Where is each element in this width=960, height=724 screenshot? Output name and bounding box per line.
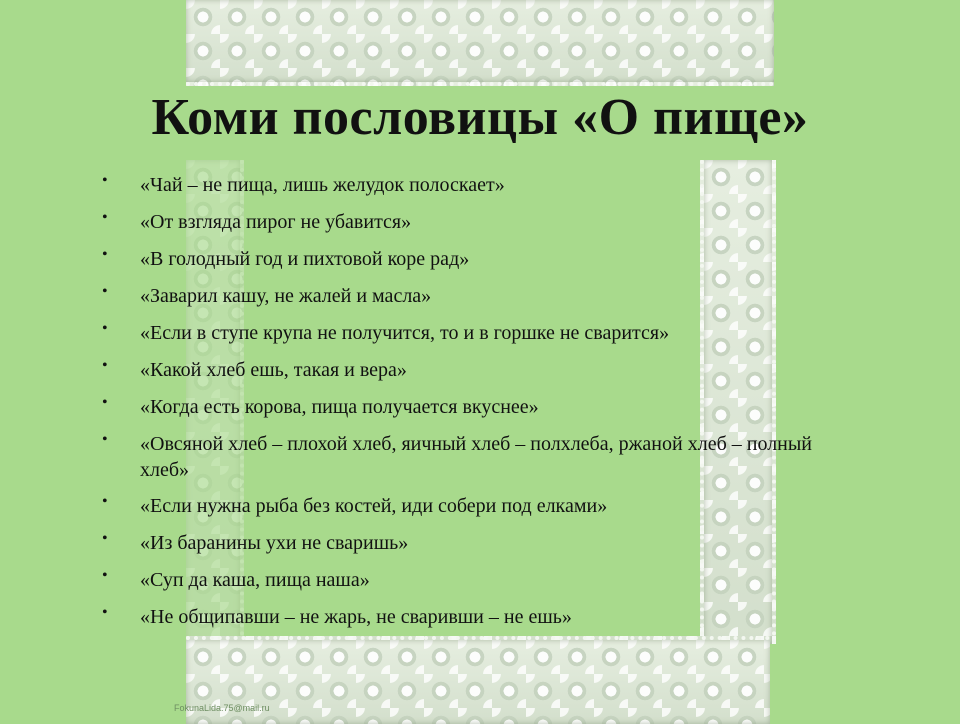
proverb-text: «Если в ступе крупа не получится, то и в горшке не сварится» <box>140 322 670 344</box>
bullet-icon: • <box>102 604 108 621</box>
lace-border-top <box>186 0 774 86</box>
list-item <box>96 604 896 630</box>
list-item <box>96 209 896 235</box>
bullet-icon: • <box>102 246 108 263</box>
bullet-icon: • <box>102 493 108 510</box>
list-item <box>96 283 896 309</box>
list-item <box>96 493 896 519</box>
bullet-icon: • <box>102 394 108 411</box>
bullet-icon: • <box>102 530 108 547</box>
proverb-text: «Суп да каша, пища наша» <box>140 569 370 591</box>
proverb-text: «Овсяной хлеб – плохой хлеб, яичный хлеб – полхлеба, ржаной хлеб – полный хлеб» <box>140 433 813 481</box>
list-item <box>96 357 896 383</box>
proverb-text: «Когда есть корова, пища получается вкуснее» <box>140 396 539 418</box>
bullet-icon: • <box>102 357 108 374</box>
proverb-text: «Не общипавши – не жарь, не сваривши – не ешь» <box>140 606 572 628</box>
proverb-text: «Из баранины ухи не сваришь» <box>140 532 409 554</box>
bullet-icon: • <box>102 320 108 337</box>
list-item <box>96 320 896 346</box>
proverb-text: «Чай – не пища, лишь желудок полоскает» <box>140 174 505 196</box>
list-item <box>96 172 896 198</box>
proverb-text: «В голодный год и пихтовой коре рад» <box>140 248 470 270</box>
list-item <box>96 530 896 556</box>
list-item <box>96 394 896 420</box>
bullet-icon: • <box>102 209 108 226</box>
proverb-text: «От взгляда пирог не убавится» <box>140 211 412 233</box>
author-watermark: FokunaLida.75@mail.ru <box>174 703 270 713</box>
proverb-text: «Какой хлеб ешь, такая и вера» <box>140 359 407 381</box>
bullet-icon: • <box>102 431 108 448</box>
list-item <box>96 246 896 272</box>
proverb-list <box>96 172 896 641</box>
bullet-icon: • <box>102 172 108 189</box>
proverb-text: «Заварил кашу, не жалей и масла» <box>140 285 432 307</box>
slide-title: Коми пословицы «О пище» <box>151 89 809 146</box>
bullet-icon: • <box>102 283 108 300</box>
lace-border-bottom <box>186 636 770 724</box>
proverb-text: «Если нужна рыба без костей, иди собери под елками» <box>140 495 608 517</box>
bullet-icon: • <box>102 567 108 584</box>
list-item <box>96 431 896 483</box>
list-item <box>96 567 896 593</box>
